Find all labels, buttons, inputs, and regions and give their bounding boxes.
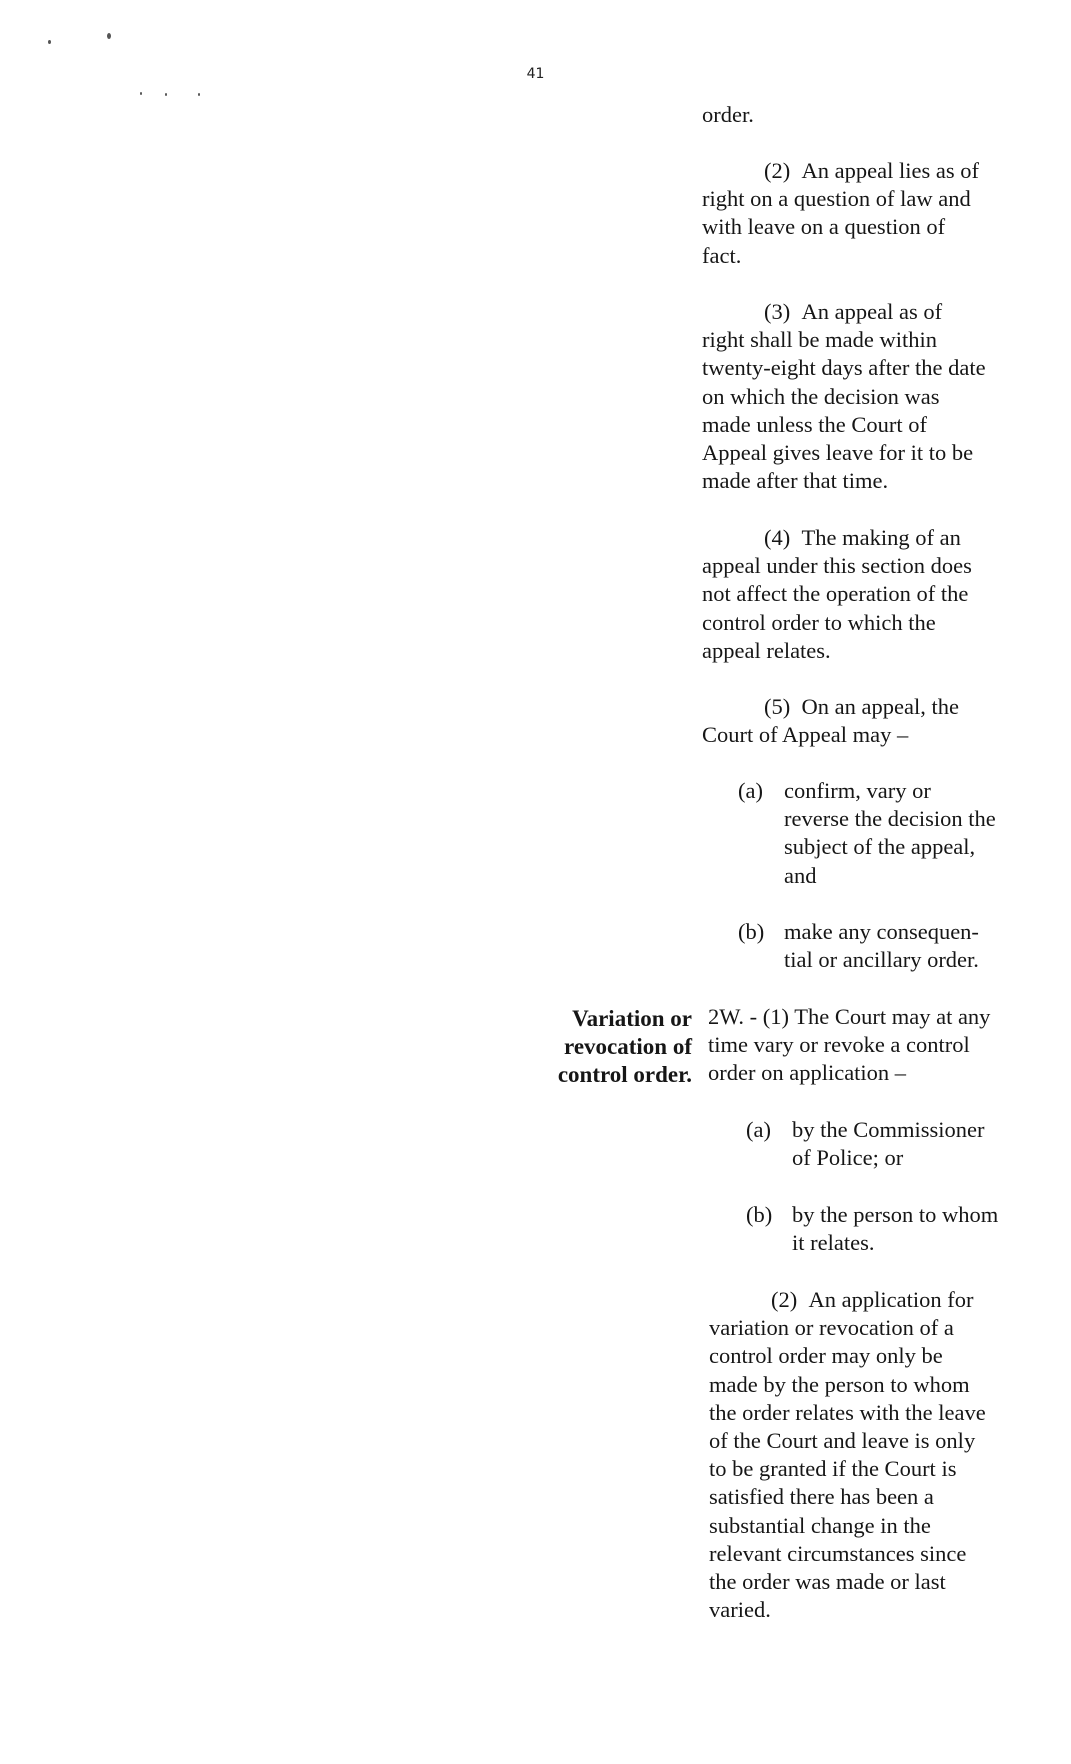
text-line: An appeal lies as of bbox=[801, 158, 979, 183]
text-line: subject of the appeal, bbox=[784, 834, 976, 860]
text-line: tial or ancillary order. bbox=[784, 947, 979, 973]
text-line: Appeal gives leave for it to be bbox=[702, 440, 974, 466]
text-line: An appeal as of bbox=[801, 299, 943, 324]
scan-speck bbox=[107, 33, 111, 39]
scan-speck bbox=[198, 93, 200, 96]
subsection-number: (5) bbox=[764, 694, 791, 719]
margin-note-line: Variation or bbox=[572, 1006, 692, 1031]
text-line: to be granted if the Court is bbox=[709, 1456, 957, 1482]
text-line: it relates. bbox=[792, 1230, 875, 1256]
subsection-3 bbox=[702, 298, 986, 495]
text-line: on which the decision was bbox=[702, 383, 940, 409]
subsection-number: (4) bbox=[764, 525, 791, 550]
text-line: with leave on a question of bbox=[702, 214, 946, 240]
text-line: An application for bbox=[808, 1287, 974, 1312]
paragraph-label: (b) bbox=[738, 919, 765, 944]
subsection-2 bbox=[702, 157, 979, 270]
text-line: by the Commissioner bbox=[792, 1117, 985, 1142]
text-line: twenty-eight days after the date bbox=[702, 355, 986, 381]
text-line: relevant circumstances since bbox=[709, 1540, 967, 1566]
scan-speck bbox=[140, 92, 142, 95]
text-line: control order may only be bbox=[709, 1343, 943, 1369]
text-line: fact. bbox=[702, 242, 742, 268]
text-line: make any consequen- bbox=[784, 919, 979, 944]
paragraph-label: (a) bbox=[746, 1117, 771, 1142]
text-line: satisfied there has been a bbox=[709, 1484, 934, 1510]
text-line: order on application – bbox=[708, 1060, 907, 1086]
paragraph-label: (a) bbox=[738, 778, 763, 803]
text-line: 2W. - (1) The Court may at any bbox=[708, 1004, 991, 1029]
paragraph-2w-a bbox=[746, 1116, 985, 1172]
text-line: of the Court and leave is only bbox=[709, 1428, 976, 1454]
text-line: appeal relates. bbox=[702, 637, 831, 663]
margin-note-line: revocation of bbox=[564, 1034, 692, 1059]
paragraph-5a bbox=[738, 777, 996, 890]
text-line: by the person to whom bbox=[792, 1202, 999, 1227]
paragraph-label: (b) bbox=[746, 1202, 773, 1227]
section-2w-1 bbox=[708, 1003, 990, 1088]
text-line: The making of an bbox=[801, 525, 961, 550]
margin-note bbox=[512, 1005, 692, 1089]
margin-note-line: control order. bbox=[557, 1062, 692, 1087]
text-line: confirm, vary or bbox=[784, 778, 931, 803]
text-line: reverse the decision the bbox=[784, 806, 996, 832]
text-line: right on a question of law and bbox=[702, 186, 971, 212]
text-line: not affect the operation of the bbox=[702, 581, 969, 607]
text-line: made after that time. bbox=[702, 468, 889, 494]
subsection-number: (2) bbox=[764, 158, 791, 183]
text-line: appeal under this section does bbox=[702, 553, 972, 579]
subsection-4 bbox=[702, 524, 972, 665]
text-line: made unless the Court of bbox=[702, 411, 927, 437]
text-line: varied. bbox=[709, 1597, 771, 1623]
text-line: On an appeal, the bbox=[801, 694, 959, 719]
text-line: substantial change in the bbox=[709, 1512, 931, 1538]
subsection-number: (3) bbox=[764, 299, 791, 324]
text-line: and bbox=[784, 862, 817, 888]
subsection-5 bbox=[702, 693, 959, 749]
text-line: of Police; or bbox=[792, 1145, 904, 1171]
text-line: time vary or revoke a control bbox=[708, 1032, 970, 1058]
subsection-number: (2) bbox=[771, 1287, 798, 1312]
paragraph-2w-b bbox=[746, 1201, 998, 1257]
scan-speck bbox=[165, 93, 167, 96]
text-line: variation or revocation of a bbox=[709, 1315, 954, 1341]
paragraph-5b bbox=[738, 918, 979, 974]
text-line: the order relates with the leave bbox=[709, 1399, 986, 1425]
scan-speck bbox=[48, 40, 51, 44]
text-line: right shall be made within bbox=[702, 327, 937, 353]
text-line: the order was made or last bbox=[709, 1569, 946, 1595]
carry-over-line: order. bbox=[702, 102, 754, 127]
carry-over-text bbox=[702, 101, 754, 129]
text-line: made by the person to whom bbox=[709, 1371, 970, 1397]
text-line: Court of Appeal may – bbox=[702, 722, 909, 748]
page-number: 41 bbox=[526, 66, 545, 82]
text-line: control order to which the bbox=[702, 609, 936, 635]
section-2w-2 bbox=[709, 1286, 986, 1624]
